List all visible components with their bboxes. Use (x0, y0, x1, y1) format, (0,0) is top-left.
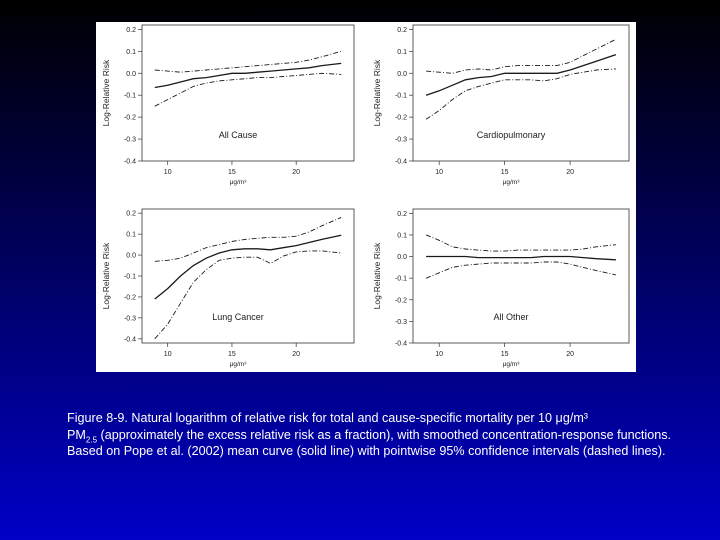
confidence-interval-line (155, 217, 341, 261)
figure-svg (96, 22, 636, 372)
y-tick-label: -0.4 (123, 336, 136, 344)
y-tick-label: 0.2 (126, 210, 136, 218)
y-tick-label: 0.0 (126, 70, 136, 78)
y-tick-label: -0.2 (394, 114, 407, 122)
y-tick-label: -0.3 (394, 136, 407, 144)
y-tick-label: -0.4 (123, 158, 136, 166)
y-tick-label: -0.4 (394, 340, 407, 348)
confidence-interval-line (426, 235, 616, 251)
x-tick-label: 15 (228, 351, 236, 358)
mean-curve-line (426, 55, 616, 96)
y-axis-label: Log-Relative Risk (101, 59, 111, 127)
plot-frame (413, 25, 629, 161)
x-tick-label: 15 (500, 351, 509, 358)
y-tick-label: -0.2 (394, 297, 407, 305)
y-tick-label: -0.4 (394, 158, 407, 166)
x-tick-label: 10 (163, 351, 172, 358)
confidence-interval-line (155, 73, 341, 106)
y-tick-label: 0.0 (397, 254, 407, 262)
panel-title: Cardiopulmonary (476, 130, 546, 140)
x-tick-label: 20 (566, 351, 574, 358)
y-tick-label: -0.3 (394, 318, 407, 326)
y-tick-label: 0.1 (126, 48, 136, 56)
y-tick-label: -0.1 (123, 273, 136, 281)
figure-panel (96, 22, 636, 372)
mean-curve-line (155, 63, 341, 87)
caption-pm-label: PM (67, 427, 86, 442)
panel-title: All Other (493, 312, 529, 322)
y-tick-label: 0.1 (397, 232, 407, 240)
mean-curve-line (426, 257, 616, 260)
plot-frame (413, 209, 629, 343)
panel-title: Lung Cancer (212, 312, 264, 322)
caption-pm-subscript: 2.5 (85, 435, 98, 445)
y-tick-label: -0.3 (123, 136, 136, 144)
mean-curve-line (155, 235, 341, 299)
y-tick-label: -0.2 (123, 294, 136, 302)
confidence-interval-line (426, 262, 616, 278)
x-tick-label: 20 (292, 351, 301, 358)
caption-rest: (approximately the excess relative risk as a fraction), with smoothed concentration-response functions. Based on Pope et al. (2002) mean curve (solid line) with pointwise 95% confidence intervals (dashed lines). (67, 427, 671, 458)
y-tick-label: -0.3 (123, 315, 136, 323)
panel-title: All Cause (218, 130, 258, 140)
y-tick-label: 0.1 (397, 48, 407, 56)
x-axis-label: μg/m³ (229, 361, 247, 368)
caption-line1: Figure 8-9. Natural logarithm of relative risk for total and cause-specific mortality per 10 μg/m³ (67, 411, 589, 425)
x-tick-label: 10 (163, 169, 172, 176)
x-axis-label: μg/m³ (502, 361, 520, 368)
confidence-interval-line (426, 69, 616, 119)
y-axis-label: Log-Relative Risk (372, 242, 382, 310)
y-tick-label: 0.1 (126, 231, 136, 239)
plot-frame (142, 25, 354, 161)
x-tick-label: 10 (435, 169, 444, 176)
x-tick-label: 20 (292, 169, 301, 176)
y-axis-label: Log-Relative Risk (101, 242, 111, 310)
y-tick-label: 0.0 (397, 70, 407, 78)
y-tick-label: -0.1 (394, 92, 407, 100)
x-axis-label: μg/m³ (502, 179, 520, 186)
x-tick-label: 15 (228, 169, 236, 176)
x-tick-label: 20 (566, 169, 574, 176)
confidence-interval-line (426, 39, 616, 73)
y-tick-label: 0.2 (126, 26, 136, 34)
x-tick-label: 10 (435, 351, 444, 358)
figure-caption (67, 410, 671, 460)
y-tick-label: -0.1 (394, 275, 407, 283)
y-tick-label: 0.2 (397, 26, 407, 34)
confidence-interval-line (155, 251, 341, 339)
y-axis-label: Log-Relative Risk (372, 59, 382, 127)
y-tick-label: 0.0 (126, 252, 136, 260)
confidence-interval-line (155, 51, 341, 72)
x-tick-label: 15 (500, 169, 509, 176)
y-tick-label: -0.1 (123, 92, 136, 100)
x-axis-label: μg/m³ (229, 179, 247, 186)
plot-frame (142, 209, 354, 343)
y-tick-label: 0.2 (397, 210, 407, 218)
y-tick-label: -0.2 (123, 114, 136, 122)
